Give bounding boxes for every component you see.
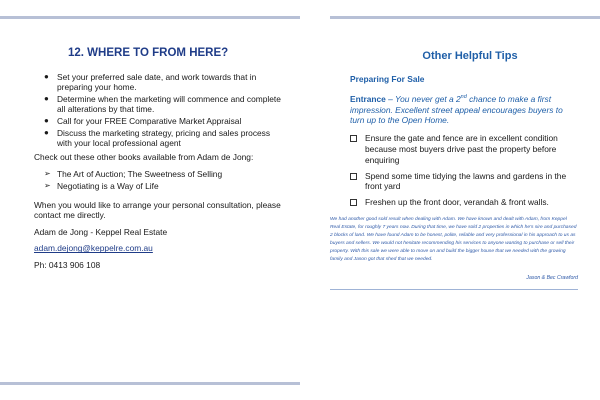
- books-intro: Check out these other books available from Adam de Jong:: [34, 151, 254, 162]
- books-list: [42, 169, 286, 191]
- checkbox-icon: [350, 199, 357, 206]
- checklist-item: Spend some time tidying the lawns and gardens in the front yard: [350, 171, 578, 193]
- bullet-icon: ●: [44, 71, 49, 81]
- left-content: [34, 48, 286, 271]
- section-heading: 12. WHERE TO FROM HERE?: [68, 47, 229, 59]
- entrance-label: Entrance: [350, 93, 386, 104]
- arrow-bullet-icon: ➢: [44, 180, 51, 190]
- testimonial-text: We had another good sold result when dealing with Adam. We have known and dealt with Adam, from Keppel Real Estate, for roughly 7 years now. During that time, we have sold 2 properties in which he's sire and purchased 2 blocks of land. We have found Adam to be honest, polite, reliable and very professional in his approach to us as buyers and sellers. We would not hesitate recommending his services to anyone wanting to purchase or sell their property. With this sale we were able to move on and build the bigger house that we needed with the growing family and Jason got that shed that we needed.: [330, 217, 577, 262]
- phone-number: Ph: 0413 906 108: [34, 259, 101, 270]
- arrow-bullet-icon: ➢: [44, 169, 51, 179]
- checkbox-icon: [350, 135, 357, 142]
- checklist: [350, 133, 578, 208]
- bullet-icon: ●: [44, 115, 49, 125]
- testimonial-author: Jason & Bec Crawford: [526, 275, 578, 282]
- list-item: ➢ Negotiating is a Way of Life: [44, 180, 159, 191]
- list-item: ➢ The Art of Auction; The Sweetness of Selling: [44, 169, 223, 180]
- bullet-icon: ●: [44, 93, 49, 103]
- list-item: ● Call for your FREE Comparative Market Appraisal: [44, 115, 242, 126]
- page-title: Other Helpful Tips: [422, 50, 518, 62]
- consult-text: When you would like to arrange your personal consultation, please contact me directly.: [34, 199, 281, 221]
- email-link[interactable]: adam.dejong@keppelre.com.au: [34, 243, 153, 254]
- agent-line: Adam de Jong - Keppel Real Estate: [34, 226, 168, 237]
- list-item: ● Discuss the marketing strategy, pricing and sales process with your local professional agent: [44, 127, 271, 149]
- checklist-item: Freshen up the front door, verandah & front walls.: [350, 197, 578, 208]
- testimonial: [330, 216, 578, 290]
- checkbox-icon: [350, 173, 357, 180]
- list-item: ● Determine when the marketing will commence and complete all alterations by that time.: [44, 93, 281, 115]
- entrance-paragraph: Entrance – You never get a 2nd chance to make a first impression. Excellent street appeal encourages buyers to turn up to the Open Home.: [350, 93, 563, 126]
- subheading: Preparing For Sale: [350, 74, 425, 84]
- list-item: ● Set your preferred sale date, and work towards that in preparing your home.: [44, 71, 257, 93]
- top-rule: [0, 16, 300, 19]
- right-content: [350, 50, 578, 213]
- action-list: [42, 72, 286, 149]
- bottom-rule: [0, 382, 300, 385]
- top-rule-right: [330, 16, 600, 19]
- bullet-icon: ●: [44, 127, 49, 137]
- checklist-item: Ensure the gate and fence are in excellent condition because most buyers drive past the property before enquiring: [350, 133, 578, 165]
